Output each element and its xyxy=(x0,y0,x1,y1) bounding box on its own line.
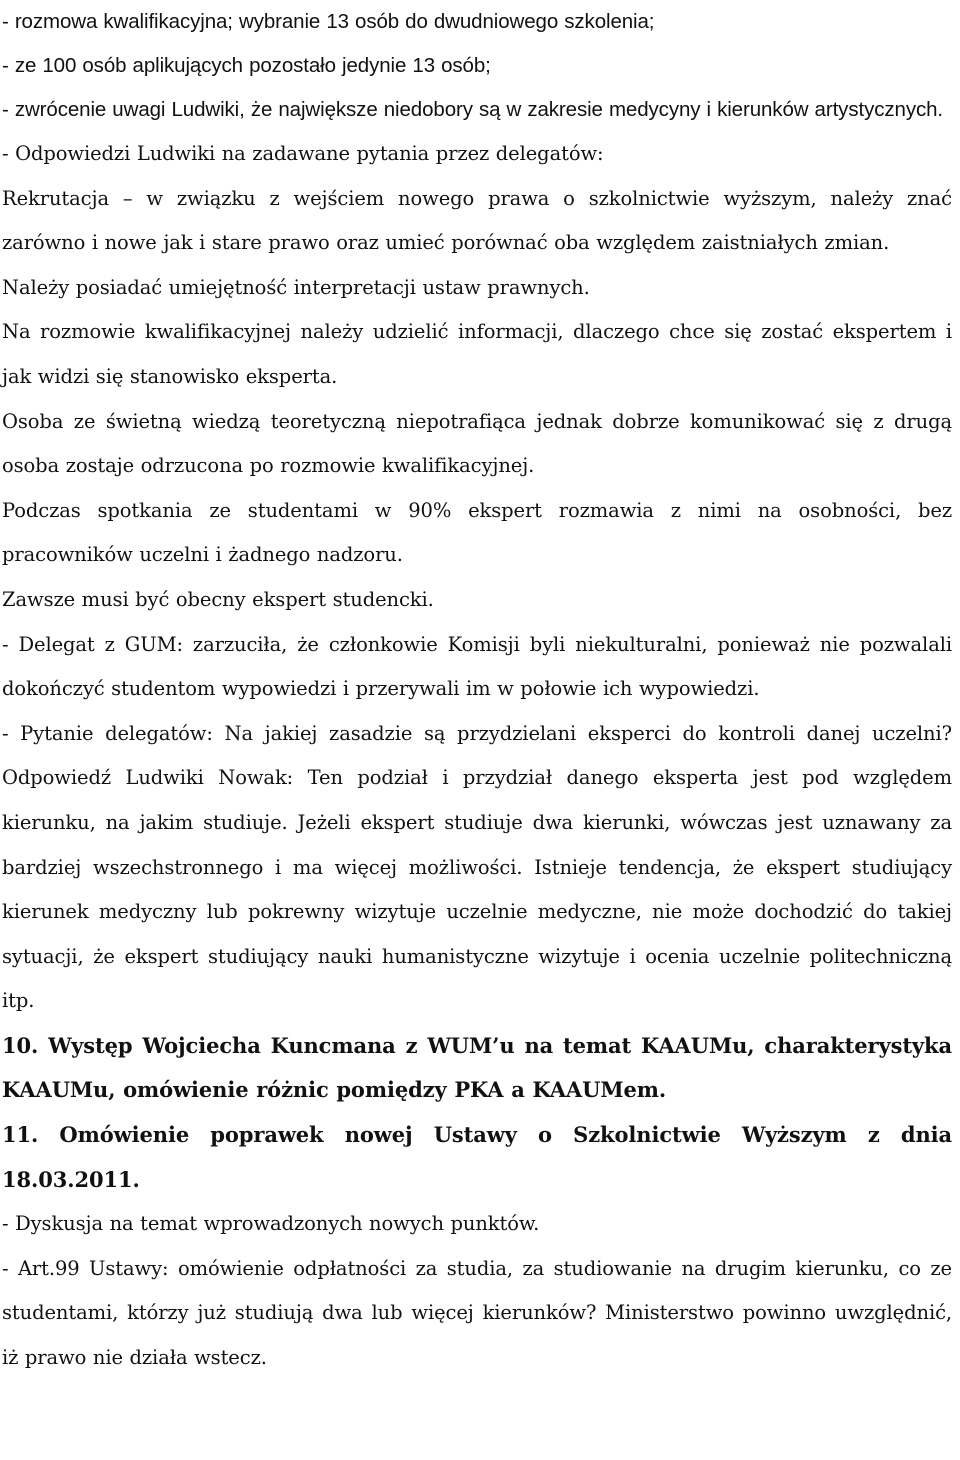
paragraph-expert-assignment: - Pytanie delegatów: Na jakiej zasadzie są przydzielani eksperci do kontroli danej uczelni? Odpowiedź Ludwiki Nowak: Ten podział i przydział danego eksperta jest pod względem kierunku, na jakim studiuje. Jeżeli ekspert studiuje dwa kierunki, wówczas jest uznawany za bardziej wszechstronnego i ma więcej możliwości. Istnieje tendencja, że ekspert studiujący kierunek medyczny lub pokrewny wizytuje uczelnie medyczne, nie może dochodzić do takiej sytuacji, że ekspert studiujący nauki humanistyczne wizytuje i ocenia uczelnie politechniczną itp. xyxy=(2,721,952,1013)
paragraph-shortages: - zwrócenie uwagi Ludwiki, że największe niedobory są w zakresie medycyny i kierunków artystycznych. xyxy=(2,98,944,121)
paragraph-interview-info: Na rozmowie kwalifikacyjnej należy udzielić informacji, dlaczego chce się zostać ekspertem i jak widzi się stanowisko eksperta. xyxy=(2,320,952,388)
paragraph-law-interpretation: Należy posiadać umiejętność interpretacji ustaw prawnych. xyxy=(2,275,590,299)
paragraph-recruitment: Rekrutacja – w związku z wejściem nowego prawa o szkolnictwie wyższym, należy znać zarówno i nowe jak i stare prawo oraz umieć porównać oba względem zaistniałych zmian. xyxy=(2,186,952,255)
paragraph-student-meeting: Podczas spotkania ze studentami w 90% ekspert rozmawia z nimi na osobności, bez pracowników uczelni i żadnego nadzoru. xyxy=(2,498,952,567)
paragraph-applicants: - ze 100 osób aplikujących pozostało jedynie 13 osób; xyxy=(2,54,491,77)
paragraph-student-expert: Zawsze musi być obecny ekspert studencki. xyxy=(2,587,434,611)
section-heading-10: 10. Występ Wojciecha Kuncmana z WUM’u na temat KAAUMu, charakterystyka KAAUMu, omówienie różnic pomiędzy PKA a KAAUMem. xyxy=(2,1032,952,1103)
paragraph-answers-intro: - Odpowiedzi Ludwiki na zadawane pytania przez delegatów: xyxy=(2,142,604,165)
paragraph-gum-delegate: - Delegat z GUM: zarzuciła, że członkowie Komisji byli niekulturalni, ponieważ nie pozwalali dokończyć studentom wypowiedzi i przerywali im w połowie ich wypowiedzi. xyxy=(2,632,952,701)
section-heading-11: 11. Omówienie poprawek nowej Ustawy o Szkolnictwie Wyższym z dnia 18.03.2011. xyxy=(2,1122,952,1192)
paragraph-qualification-interview: - rozmowa kwalifikacyjna; wybranie 13 osób do dwudniowego szkolenia; xyxy=(2,10,655,33)
paragraph-communication: Osoba ze świetną wiedzą teoretyczną niepotrafiąca jednak dobrze komunikować się z drugą osoba zostaje odrzucona po rozmowie kwalifikacyjnej. xyxy=(2,409,952,478)
paragraph-article-99: - Art.99 Ustawy: omówienie odpłatności za studia, za studiowanie na drugim kierunku, co ze studentami, którzy już studiują dwa lub więcej kierunków? Ministerstwo powinno uwzględnić, iż prawo nie działa wstecz. xyxy=(2,1256,952,1370)
paragraph-discussion: - Dyskusja na temat wprowadzonych nowych punktów. xyxy=(2,1212,540,1236)
